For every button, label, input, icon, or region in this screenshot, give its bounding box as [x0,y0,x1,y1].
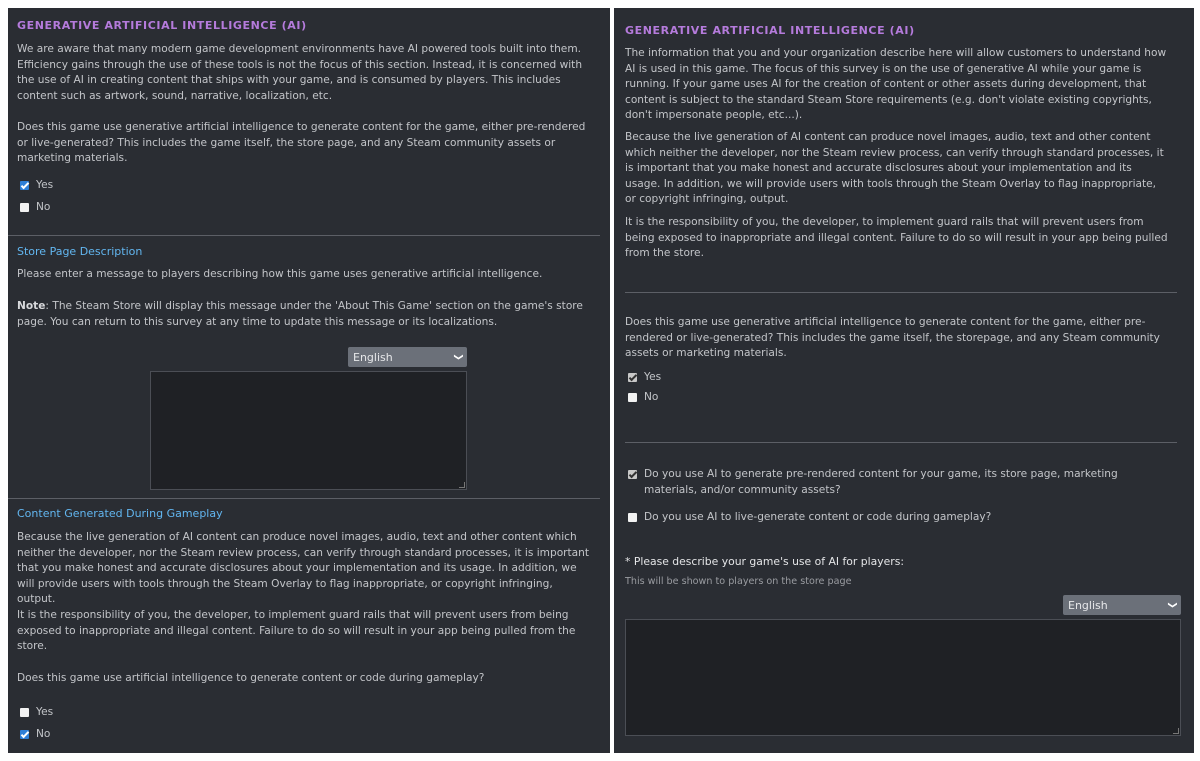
right-survey-panel [614,8,1194,753]
divider [8,235,600,236]
describe-label: * Please describe your game's use of AI for players: [625,555,904,568]
checkbox-icon[interactable] [20,203,29,212]
ai-description-textarea[interactable] [625,619,1181,736]
info-text-2: Because the live generation of AI content can produce novel images, audio, text and other content which neither the developer, nor the Steam review process, can verify through standard processes, it is important that you make honest and accurate disclosures about your implementation and its usage. In addition, we will provide users with tools through the Steam Overlay to flag inappropriate, or copyright infringing, output. [625,131,1164,206]
no-label: No [644,391,659,403]
chevron-down-icon: ❯ [453,353,464,361]
checkbox-checked-icon[interactable] [628,470,637,479]
q1-yes-checkbox[interactable] [20,178,53,194]
prerendered-label: Do you use AI to generate pre-rendered content for your game, its store page, marketing materials, and/or community assets? [644,468,1118,496]
q2-no-label: No [36,728,51,740]
q2-yes-checkbox[interactable] [20,705,53,721]
gameplay-text-1: Because the live generation of AI content can produce novel images, audio, text and other content which neither the developer, nor the Steam review process, can verify through standard processes, it is important that you make honest and accurate disclosures about your implementation and its usage. In addition, we will provide users with tools through the Steam Overlay to flag inappropriate, or copyright infringing, output. [17,531,590,606]
store-page-heading: Store Page Description [17,245,143,258]
note-label: Note [17,300,46,312]
describe-hint: This will be shown to players on the store page [625,576,852,587]
info-text-3: It is the responsibility of you, the developer, to implement guard rails that will prevent users from being exposed to inappropriate and illegal content. Failure to do so will result in your app being pulled from the store. [625,216,1168,260]
note-text: : The Steam Store will display this message under the 'About This Game' section on the game's store page. You can return to this survey at any time to update this message or its localizations. [17,300,583,328]
gameplay-text-2: It is the responsibility of you, the developer, to implement guard rails that will prevent users from being exposed to inappropriate and illegal content. Failure to do so will result in your app being pulled from the store. [17,609,576,653]
checkbox-icon[interactable] [628,393,637,402]
question-gameplay-ai: Does this game use artificial intelligence to generate content or code during gameplay? [17,672,485,684]
section-title: GENERATIVE ARTIFICIAL INTELLIGENCE (AI) [17,19,307,32]
checkbox-checked-icon[interactable] [20,730,29,739]
checkbox-checked-icon[interactable] [628,373,637,382]
info-text-1: The information that you and your organization describe here will allow customers to understand how AI is used in this game. The focus of this survey is on the use of generative AI while your game is running. If your game uses AI for the creation of content or other assets during development, that content is subject to the standard Steam Store requirements (e.g. don't violate existing copyrights, don't impersonate people, etc...). [625,47,1167,122]
yes-checkbox[interactable] [628,370,661,386]
checkbox-icon[interactable] [628,513,637,522]
section-title: GENERATIVE ARTIFICIAL INTELLIGENCE (AI) [625,24,915,37]
store-description-textarea[interactable] [150,371,467,490]
divider [625,292,1177,293]
language-value: English [353,350,393,364]
resize-grip-icon[interactable] [459,482,465,488]
divider [625,442,1177,443]
live-generate-label: Do you use AI to live-generate content or code during gameplay? [644,511,992,523]
live-generate-checkbox[interactable] [628,510,991,526]
chevron-down-icon: ❯ [1167,601,1178,609]
resize-grip-icon[interactable] [1173,728,1179,734]
left-survey-panel [8,8,610,753]
language-select[interactable] [348,347,467,367]
question-ai-use: Does this game use generative artificial intelligence to generate content for the game, either pre-rendered or live-generated? This includes the game itself, the storepage, and any Steam community assets or marketing materials. [625,316,1160,360]
intro-text: We are aware that many modern game development environments have AI powered tools built into them. Efficiency gains through the use of these tools is not the focus of this section. Instead, it is concerned with the use of AI in creating content that ships with your game, and is consumed by players. This includes content such as artwork, sound, narrative, localization, etc. [17,43,583,102]
q1-no-label: No [36,201,51,213]
q1-yes-label: Yes [36,179,54,191]
store-prompt: Please enter a message to players describing how this game uses generative artificial intelligence. [17,268,543,280]
checkbox-checked-icon[interactable] [20,181,29,190]
yes-label: Yes [644,371,662,383]
prerendered-checkbox[interactable] [628,467,1158,498]
checkbox-icon[interactable] [20,708,29,717]
gameplay-heading: Content Generated During Gameplay [17,507,223,520]
question-ai-use: Does this game use generative artificial intelligence to generate content for the game, either pre-rendered or live-generated? This includes the game itself, the store page, and any Steam community assets or marketing materials. [17,121,586,165]
q1-no-checkbox[interactable] [20,200,50,216]
divider [8,498,600,499]
language-select[interactable] [1063,595,1181,615]
store-note [17,299,587,330]
q2-no-checkbox[interactable] [20,727,50,743]
language-value: English [1068,598,1108,612]
q2-yes-label: Yes [36,706,54,718]
no-checkbox[interactable] [628,390,658,406]
